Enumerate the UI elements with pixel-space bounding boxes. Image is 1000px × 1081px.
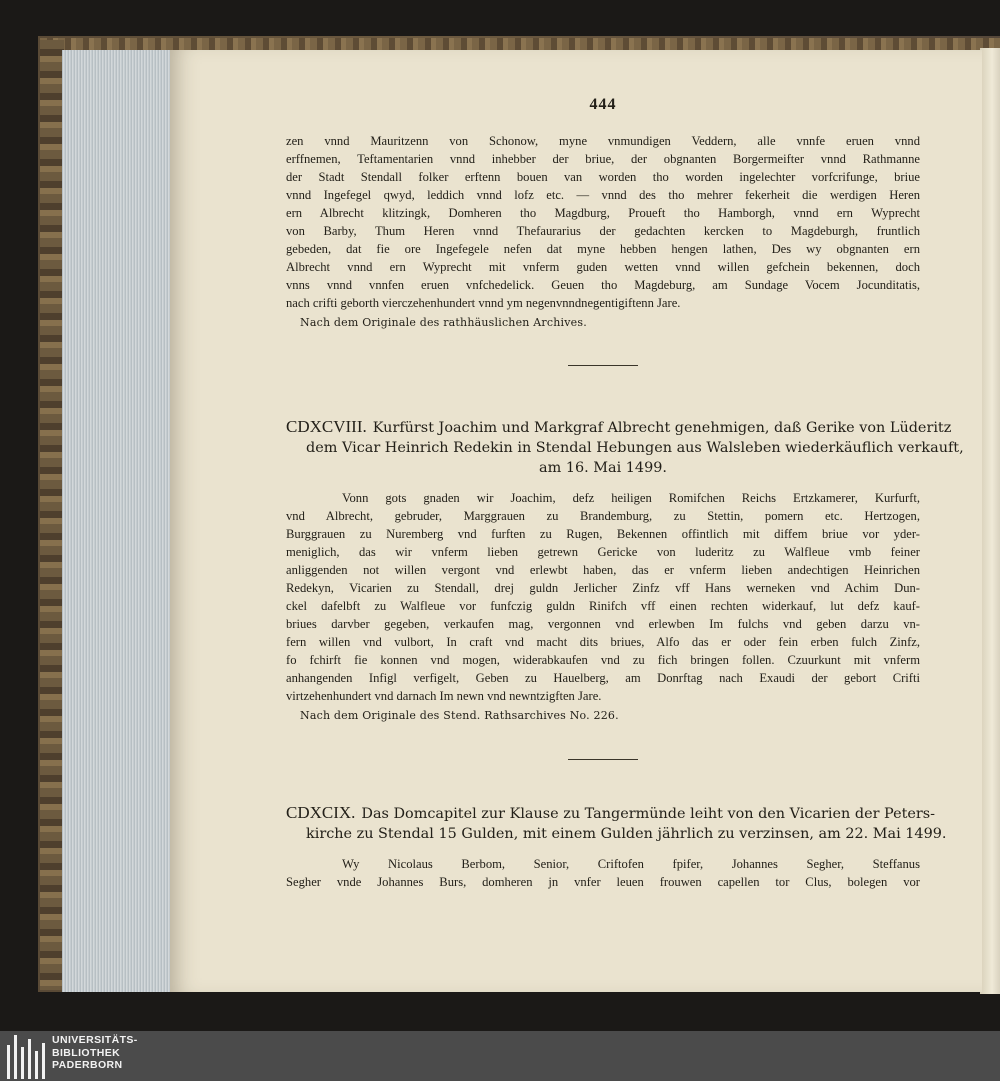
text-line: Vonn gots gnaden wir Joachim, defz heiligen Romifchen Reichs Ertzkamerer, Kurfurft, (342, 491, 920, 505)
text-line: zen vnnd Mauritzenn von Schonow, myne vnmundigen Veddern, alle vnnfe eruen vnnd (286, 134, 920, 148)
text-line: vnnd Ingefegel qwyd, leddich vnnd lofz etc. — vnnd des tho mehrer fekerheit die werdigen Heren (286, 188, 920, 202)
text-line: meniglich, das wir vnferm lieben getrewn Gericke von luderitz zu Walfleue vmb feiner (286, 545, 920, 559)
document-number: CDXCIX. (286, 803, 356, 822)
previous-document-text (286, 132, 920, 312)
text-line: der Stadt Stendall folker erftenn bouen van worden tho worden ingelechter vorfcrifunge, briue (286, 170, 920, 184)
heading-line: kirche zu Stendal 15 Gulden, mit einem Gulden jährlich zu verzinsen, am 22. Mai 1499. (306, 826, 947, 842)
text-line: briues darvber gegeben, verkaufen mag, vergonnen vnd erlewben Im fulchs vnd geben darzu vn- (286, 617, 920, 631)
source-note: Nach dem Originale des Stend. Rathsarchives No. 226. (300, 709, 619, 722)
text-line: vnd Albrecht, gebruder, Marggrauen zu Brandemburg, zu Stettin, pomern etc. Hertzogen, (286, 509, 920, 523)
source-note: Nach dem Originale des rathhäuslichen Archives. (300, 316, 587, 329)
heading-line: Das Domcapitel zur Klause zu Tangermünde leiht von den Vicarien der Peters- (361, 806, 936, 822)
text-line: erffnemen, Teftamentarien vnnd inhebber der briue, der obgnanten Borgermeifter vnnd Rathmanne (286, 152, 920, 166)
text-line: ckel dafelbft zu Walfleue vor funfczig guldn Rinifch vff einen rechten widerkauf, lut defz kauf- (286, 599, 920, 613)
text-line: Wy Nicolaus Berbom, Senior, Criftofen fpifer, Johannes Segher, Steffanus (342, 857, 920, 871)
text-line: ern Albrecht klitzingk, Domheren tho Magdburg, Proueft tho Hamborgh, vnnd ern Wyprecht (286, 206, 920, 220)
text-line: Albrecht vnnd ern Wyprecht mit vnferm guden wetten vnnd willen gefchein bekennen, doch (286, 260, 920, 274)
page-edges (62, 50, 173, 992)
text-line: vnns vnnd vnnfen eruen vnfchedelick. Geuen tho Magdeburg, am Sundage Vocem Jocunditatis, (286, 278, 920, 292)
document-text-cdxcviii (286, 489, 920, 705)
footer-bar (0, 1031, 1000, 1081)
text-line: fern willen vnd vulbort, In craft vnd macht dits briues, Alfo das er oder fein erben fulch Zinfz, (286, 635, 920, 649)
text-line: Redekyn, Vicarien zu Stendall, drej guldn Jerlicher Zinfz vff Hans werneken vnd Achim Dun- (286, 581, 920, 595)
heading-line: Kurfürst Joachim und Markgraf Albrecht genehmigen, daß Gerike von Lüderitz (372, 420, 952, 436)
text-line: anliggenden not willen vergont vnd erlewbt haben, das er vnferm lieben andechtigen Heinrichen (286, 563, 920, 577)
logo-line: PADERBORN (52, 1059, 123, 1071)
document-heading-cdxcviii (286, 417, 964, 478)
text-line: nach crifti geborth vierczehenhundert vnnd ym negenvnndnegentigiftenn Jare. (286, 296, 681, 310)
logo-line: BIBLIOTHEK (52, 1046, 121, 1059)
heading-line: am 16. Mai 1499. (539, 460, 667, 476)
document-number: CDXCVIII. (286, 417, 367, 436)
heading-line: dem Vicar Heinrich Redekin in Stendal Hebungen aus Walsleben wiederkäuflich verkauft, (306, 440, 964, 456)
library-logo-text (52, 1034, 138, 1072)
page-text (286, 96, 964, 891)
page-right-edge (980, 48, 1000, 994)
text-line: von Barby, Thum Heren vnnd Thefaurarius der gedachten kercken to Magdeburgh, fruntlich (286, 224, 920, 238)
document-text-cdxcix (286, 855, 920, 891)
library-logo-icon (6, 1033, 50, 1079)
text-line: fo fchirft fie konnen vnd mogen, widerabkaufen vnd zu fich bringen follen. Czuurkunt mit vnferm (286, 653, 920, 667)
text-line: anhangenden Infigl verfigelt, Geben zu Hauelberg, am Donrftag nach Exaudi der gebort Crifti (286, 671, 920, 685)
book-cover-edge-left (40, 40, 64, 990)
text-line: Segher vnde Johannes Burs, domheren jn vnfer leuen frouwen capellen tor Clus, bolegen vor (286, 875, 920, 889)
text-line: gebeden, dat fie ore Ingefegele nefen dat myne hebben hengen lathen, Des wy obgnanten ern (286, 242, 920, 256)
logo-line: UNIVERSITÄTS- (52, 1034, 138, 1046)
text-line: Burggrauen zu Nuremberg vnd furften zu Rugen, Bekennen offintlich mit diffem briue vor yder- (286, 527, 920, 541)
page-number: 444 (589, 96, 617, 113)
document-heading-cdxcix (286, 803, 947, 844)
text-line: virtzehenhundert vnd darnach Im newn vnd newntzigften Jare. (286, 689, 602, 703)
